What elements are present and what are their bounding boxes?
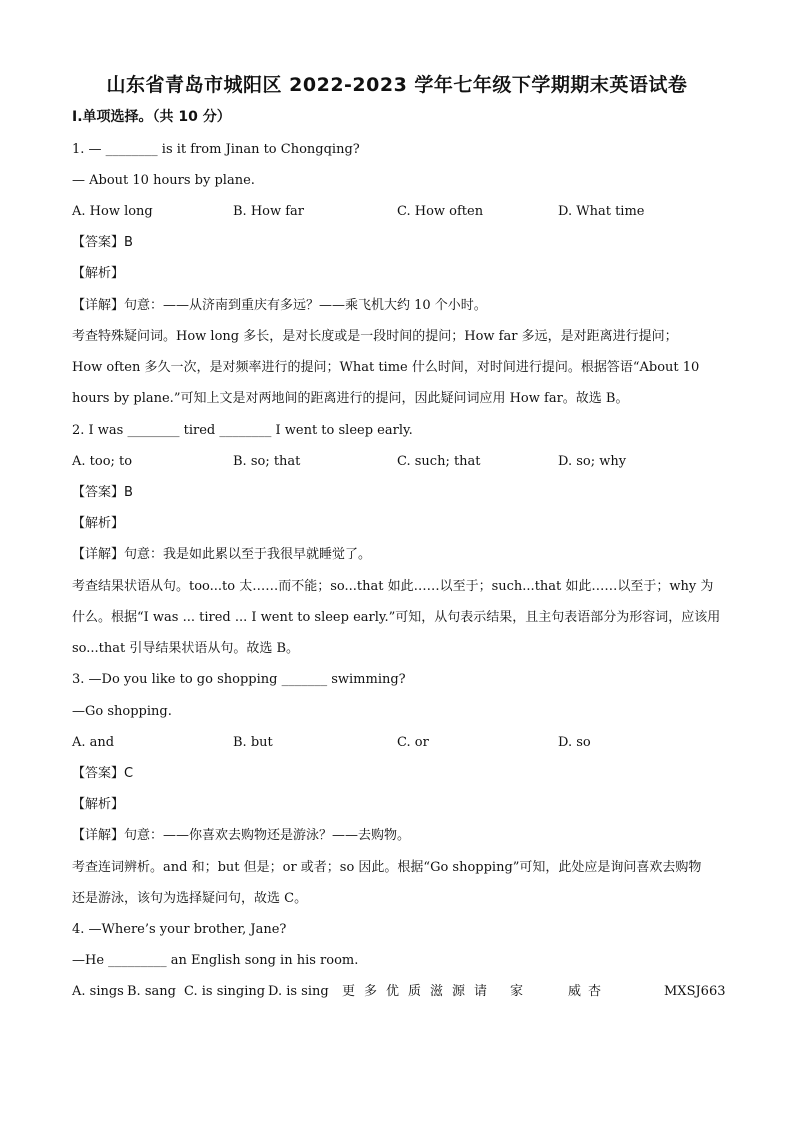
watermark-char: 家	[510, 984, 524, 999]
detail-text: 【详解】句意：我是如此累以至于我很早就睡觉了。	[72, 547, 372, 562]
explanation-line: 还是游泳，该句为选择疑问句，故选 C。	[72, 891, 308, 906]
option-b: B. sang	[127, 984, 176, 999]
explanation-line: hours by plane.”可知上文是对两地间的距离进行的提问，因此疑问词应用 How far。故选 B。	[72, 391, 629, 406]
question-4-reply: —He _________ an English song in his room.	[72, 953, 359, 968]
option-c: C. is singing	[184, 984, 266, 999]
question-4-stem: 4. —Where’s your brother, Jane?	[72, 922, 287, 937]
option-c: C. or	[397, 735, 429, 750]
page-title: 山东省青岛市城阳区 2022-2023 学年七年级下学期期末英语试卷	[106, 74, 688, 96]
option-b: B. but	[233, 735, 273, 750]
question-1-stem: 1. — ________ is it from Jinan to Chongqing?	[72, 142, 360, 157]
analysis-label: 【解析】	[72, 797, 125, 812]
section-heading: Ⅰ.单项选择。（共 10 分）	[72, 109, 231, 125]
option-a: A. How long	[72, 204, 153, 219]
watermark-char: 滋	[430, 984, 444, 999]
watermark-code: MXSJ663	[664, 984, 726, 999]
answer-label: 【答案】C	[72, 766, 134, 781]
analysis-label: 【解析】	[72, 516, 125, 531]
explanation-line: 考查连词辨析。and 和；but 但是；or 或者；so 因此。根据“Go shopping”可知，此处应是询问喜欢去购物	[72, 860, 702, 875]
question-1-reply: — About 10 hours by plane.	[72, 173, 255, 188]
explanation-line: 考查特殊疑问词。How long 多长，是对长度或是一段时间的提问；How far 多远，是对距离进行提问；	[72, 329, 678, 344]
option-d: D. so; why	[558, 454, 627, 469]
watermark-char: 多	[364, 984, 378, 999]
watermark-char: 优	[386, 984, 400, 999]
option-c: C. such; that	[397, 454, 481, 469]
answer-label: 【答案】B	[72, 485, 133, 500]
question-3-reply: —Go shopping.	[72, 704, 172, 719]
detail-text: 【详解】句意：——从济南到重庆有多远？——乘飞机大约 10 个小时。	[72, 298, 487, 313]
explanation-line: How often 多久一次，是对频率进行的提问；What time 什么时间，对时间进行提问。根据答语“About 10	[72, 360, 700, 375]
question-3-stem: 3. —Do you like to go shopping _______ swimming?	[72, 672, 406, 687]
explanation-line: 什么。根据“I was ... tired ... I went to sleep early.”可知，从句表示结果，且主句表语部分为形容词，应该用	[72, 610, 721, 625]
option-b: B. How far	[233, 204, 305, 219]
option-b: B. so; that	[233, 454, 301, 469]
option-a: A. too; to	[72, 454, 133, 469]
watermark-char: 威	[568, 984, 582, 999]
watermark-char: 请	[474, 984, 488, 999]
detail-text: 【详解】句意：——你喜欢去购物还是游泳？——去购物。	[72, 828, 411, 843]
explanation-line: 考查结果状语从句。too...to 太……而不能；so...that 如此……以至于；such...that 如此……以至于；why 为	[72, 579, 714, 594]
watermark-char: 更	[342, 984, 356, 999]
option-d: D. so	[558, 735, 591, 750]
option-d: D. is sing	[268, 984, 329, 999]
answer-label: 【答案】B	[72, 235, 133, 250]
option-d: D. What time	[558, 204, 645, 219]
watermark-char: 杏	[588, 984, 602, 999]
explanation-line: so...that 引导结果状语从句。故选 B。	[72, 641, 300, 656]
watermark-char: 质	[408, 984, 422, 999]
option-a: A. and	[72, 735, 115, 750]
question-2-stem: 2. I was ________ tired ________ I went to sleep early.	[72, 423, 413, 438]
watermark-char: 源	[452, 984, 466, 999]
option-c: C. How often	[397, 204, 484, 219]
option-a: A. sings	[72, 984, 124, 999]
analysis-label: 【解析】	[72, 266, 125, 281]
